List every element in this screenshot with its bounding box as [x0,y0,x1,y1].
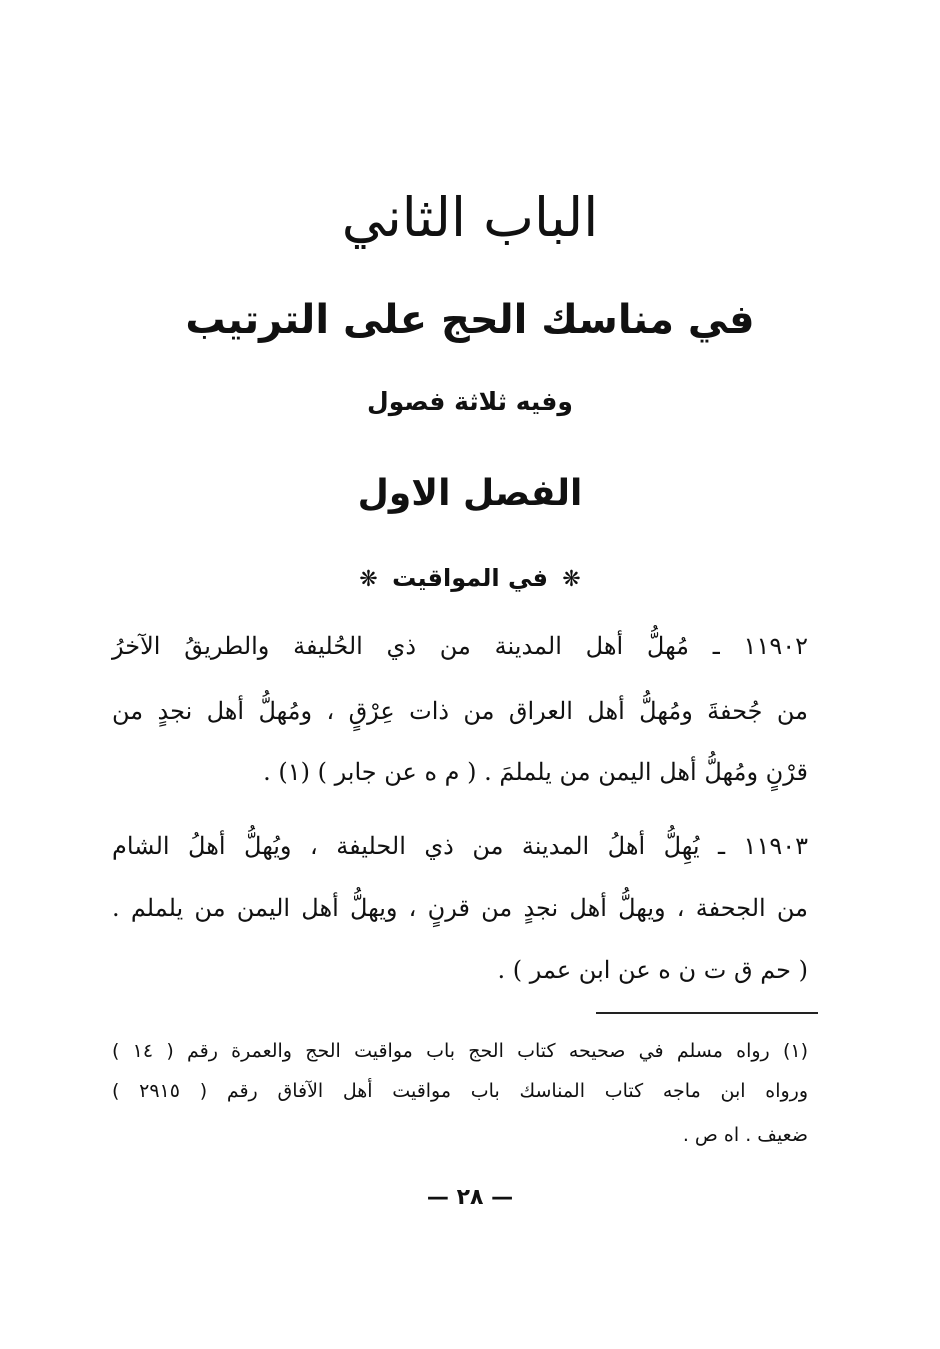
chapter-title: الباب الثاني [341,186,599,249]
hadith-line: ١١٩٠٣ ـ يُهِلُّ أهلُ المدينة من ذي الحليفة ، ويُهلُّ أهلُ الشام [112,832,808,860]
chapter-subtitle: في مناسك الحج على الترتيب [185,297,755,343]
footnote-line: (١) رواه مسلم في صحيحه كتاب الحج باب مواقيت الحج والعمرة رقم ( ١٤ ) [112,1040,809,1062]
footnote-separator [596,1012,818,1014]
hadith-line: ( حم ق ت ن ه عن ابن عمر ) . [497,956,808,984]
section-subtitle-text: في المواقيت [392,564,548,592]
hadith-line: ١١٩٠٢ ـ مُهلُّ أهل المدينة من ذي الحُليفة والطريقُ الآخرُ [112,632,808,660]
page-number: — ٢٨ — [426,1185,514,1210]
ornament-star-icon: ❋ [359,567,378,592]
sections-note: وفيه ثلاثة فصول [367,387,573,416]
ornament-star-icon: ❋ [562,567,581,592]
hadith-line: قرْنٍ ومُهلُّ أهل اليمن من يلملمَ . ( م ه عن جابر ) (١) . [263,758,808,786]
section-subtitle [0,556,940,602]
footnote-line: ورواه ابن ماجه كتاب المناسك باب مواقيت أهل الآفاق رقم ( ٢٩١٥ ) [112,1080,808,1102]
hadith-line: من جُحفةَ ومُهلُّ أهل العراق من ذات عِرْقٍ ، ومُهلُّ أهل نجدٍ من [112,697,808,725]
section-title: الفصل الاول [357,473,583,514]
hadith-line: من الجحفة ، ويهلُّ أهل نجدٍ من قرنٍ ، ويهلُّ أهل اليمن من يلملم . [112,894,808,922]
footnote-line: ضعيف . اه ص . [682,1124,808,1146]
